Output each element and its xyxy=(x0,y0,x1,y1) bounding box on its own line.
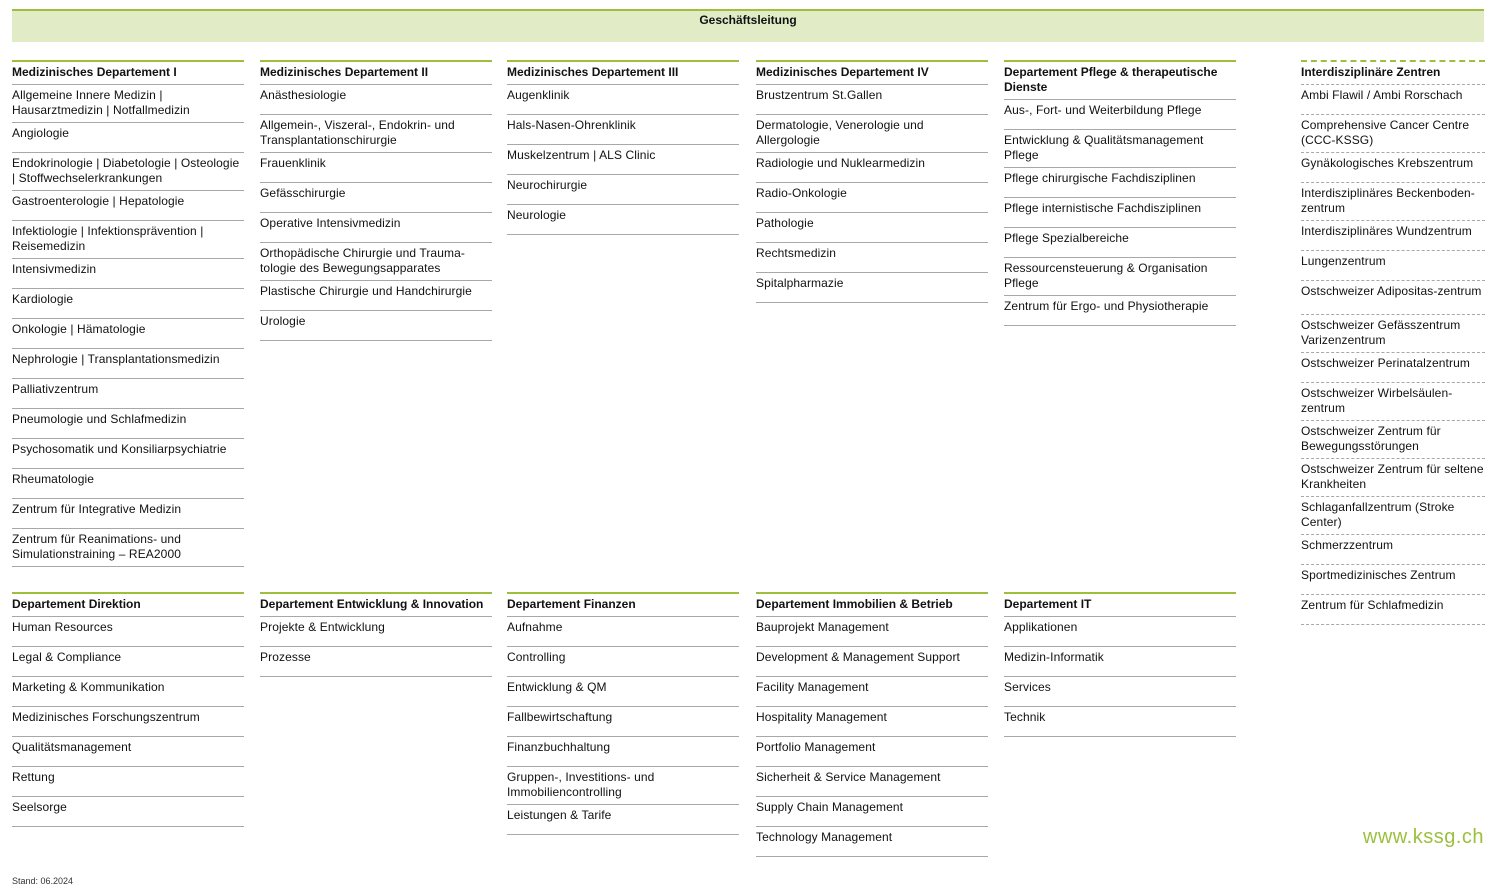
dept-entwicklung xyxy=(260,592,492,677)
list-item: Gynäkologisches Krebszentrum xyxy=(1301,153,1485,183)
list-item: Angiologie xyxy=(12,123,244,153)
dept-title: Medizinisches Departement IV xyxy=(756,62,988,85)
dept-medizin-2 xyxy=(260,60,492,341)
dept-title: Medizinisches Departement II xyxy=(260,62,492,85)
list-item: Medizinisches Forschungszentrum xyxy=(12,707,244,737)
list-item: Onkologie | Hämatologie xyxy=(12,319,244,349)
list-item: Pathologie xyxy=(756,213,988,243)
list-item: Zentrum für Integrative Medizin xyxy=(12,499,244,529)
list-item: Human Resources xyxy=(12,617,244,647)
list-item: Zentrum für Schlafmedizin xyxy=(1301,595,1485,625)
list-item: Allgemein-, Viszeral-, Endokrin- und Transplantationschirurgie xyxy=(260,115,492,153)
list-item: Zentrum für Reanimations- und Simulationstraining – REA2000 xyxy=(12,529,244,567)
list-item: Hals-Nasen-Ohrenklinik xyxy=(507,115,739,145)
management-title: Geschäftsleitung xyxy=(699,13,797,27)
list-item: Aus-, Fort- und Weiterbildung Pflege xyxy=(1004,100,1236,130)
list-item: Ressourcensteuerung & Organisation Pflege xyxy=(1004,258,1236,296)
list-item: Lungenzentrum xyxy=(1301,251,1485,281)
list-item: Prozesse xyxy=(260,647,492,677)
list-item: Ostschweizer Wirbelsäulen-zentrum xyxy=(1301,383,1485,421)
list-item: Supply Chain Management xyxy=(756,797,988,827)
list-item: Hospitality Management xyxy=(756,707,988,737)
dept-title: Medizinisches Departement III xyxy=(507,62,739,85)
list-item: Applikationen xyxy=(1004,617,1236,647)
list-item: Marketing & Kommunikation xyxy=(12,677,244,707)
dept-list xyxy=(756,617,988,857)
list-item: Intensivmedizin xyxy=(12,259,244,289)
list-item: Augenklinik xyxy=(507,85,739,115)
dept-list xyxy=(756,85,988,303)
list-item: Seelsorge xyxy=(12,797,244,827)
dept-medizin-4 xyxy=(756,60,988,303)
list-item: Medizin-Informatik xyxy=(1004,647,1236,677)
dept-it xyxy=(1004,592,1236,737)
list-item: Palliativzentrum xyxy=(12,379,244,409)
list-item: Orthopädische Chirurgie und Trauma-tologie des Bewegungsapparates xyxy=(260,243,492,281)
list-item: Ostschweizer Zentrum für seltene Krankheiten xyxy=(1301,459,1485,497)
list-item: Rechtsmedizin xyxy=(756,243,988,273)
dept-finanzen xyxy=(507,592,739,835)
dept-title: Departement Direktion xyxy=(12,594,244,617)
list-item: Sicherheit & Service Management xyxy=(756,767,988,797)
list-item: Neurochirurgie xyxy=(507,175,739,205)
list-item: Plastische Chirurgie und Handchirurgie xyxy=(260,281,492,311)
list-item: Frauenklinik xyxy=(260,153,492,183)
dept-list xyxy=(1301,85,1485,625)
list-item: Anästhesiologie xyxy=(260,85,492,115)
dept-title: Departement Pflege & therapeutische Dienste xyxy=(1004,62,1236,100)
list-item: Gastroenterologie | Hepatologie xyxy=(12,191,244,221)
list-item: Radio-Onkologie xyxy=(756,183,988,213)
list-item: Services xyxy=(1004,677,1236,707)
dept-title: Medizinisches Departement I xyxy=(12,62,244,85)
list-item: Controlling xyxy=(507,647,739,677)
dept-list xyxy=(260,85,492,341)
dept-title: Departement Entwicklung & Innovation xyxy=(260,594,492,617)
list-item: Ostschweizer Zentrum für Bewegungsstörungen xyxy=(1301,421,1485,459)
list-item: Dermatologie, Venerologie und Allergologie xyxy=(756,115,988,153)
list-item: Brustzentrum St.Gallen xyxy=(756,85,988,115)
list-item: Sportmedizinisches Zentrum xyxy=(1301,565,1485,595)
dept-medizin-3 xyxy=(507,60,739,235)
list-item: Pflege internistische Fachdisziplinen xyxy=(1004,198,1236,228)
list-item: Ostschweizer Adipositas-zentrum xyxy=(1301,281,1485,315)
list-item: Portfolio Management xyxy=(756,737,988,767)
list-item: Zentrum für Ergo- und Physiotherapie xyxy=(1004,296,1236,326)
dept-list xyxy=(12,617,244,827)
list-item: Pflege Spezialbereiche xyxy=(1004,228,1236,258)
list-item: Nephrologie | Transplantationsmedizin xyxy=(12,349,244,379)
list-item: Facility Management xyxy=(756,677,988,707)
dept-title: Departement Immobilien & Betrieb xyxy=(756,594,988,617)
list-item: Gruppen-, Investitions- und Immobiliencontrolling xyxy=(507,767,739,805)
list-item: Radiologie und Nuklearmedizin xyxy=(756,153,988,183)
list-item: Technology Management xyxy=(756,827,988,857)
website-url[interactable]: www.kssg.ch xyxy=(1362,826,1484,848)
dept-list xyxy=(1004,100,1236,326)
list-item: Qualitätsmanagement xyxy=(12,737,244,767)
dept-list xyxy=(507,85,739,235)
list-item: Interdisziplinäres Wundzentrum xyxy=(1301,221,1485,251)
list-item: Ambi Flawil / Ambi Rorschach xyxy=(1301,85,1485,115)
dept-immobilien xyxy=(756,592,988,857)
list-item: Aufnahme xyxy=(507,617,739,647)
list-item: Spitalpharmazie xyxy=(756,273,988,303)
dept-list xyxy=(260,617,492,677)
list-item: Ostschweizer Gefässzentrum Varizenzentrum xyxy=(1301,315,1485,353)
management-banner xyxy=(12,9,1484,42)
dept-direktion xyxy=(12,592,244,827)
list-item: Comprehensive Cancer Centre (CCC-KSSG) xyxy=(1301,115,1485,153)
list-item: Urologie xyxy=(260,311,492,341)
interdisciplinary-centers xyxy=(1301,60,1485,625)
stand-date: Stand: 06.2024 xyxy=(12,876,74,886)
dept-title: Interdisziplinäre Zentren xyxy=(1301,62,1485,85)
list-item: Entwicklung & QM xyxy=(507,677,739,707)
dept-list xyxy=(1004,617,1236,737)
list-item: Ostschweizer Perinatalzentrum xyxy=(1301,353,1485,383)
list-item: Fallbewirtschaftung xyxy=(507,707,739,737)
list-item: Bauprojekt Management xyxy=(756,617,988,647)
list-item: Muskelzentrum | ALS Clinic xyxy=(507,145,739,175)
list-item: Pneumologie und Schlafmedizin xyxy=(12,409,244,439)
list-item: Psychosomatik und Konsiliarpsychiatrie xyxy=(12,439,244,469)
list-item: Allgemeine Innere Medizin | Hausarztmedizin | Notfallmedizin xyxy=(12,85,244,123)
dept-medizin-1 xyxy=(12,60,244,567)
dept-pflege xyxy=(1004,60,1236,326)
dept-title: Departement Finanzen xyxy=(507,594,739,617)
list-item: Neurologie xyxy=(507,205,739,235)
list-item: Schmerzzentrum xyxy=(1301,535,1485,565)
list-item: Legal & Compliance xyxy=(12,647,244,677)
list-item: Finanzbuchhaltung xyxy=(507,737,739,767)
list-item: Entwicklung & Qualitätsmanagement Pflege xyxy=(1004,130,1236,168)
list-item: Development & Management Support xyxy=(756,647,988,677)
list-item: Technik xyxy=(1004,707,1236,737)
dept-title: Departement IT xyxy=(1004,594,1236,617)
list-item: Pflege chirurgische Fachdisziplinen xyxy=(1004,168,1236,198)
dept-list xyxy=(12,85,244,567)
list-item: Projekte & Entwicklung xyxy=(260,617,492,647)
list-item: Leistungen & Tarife xyxy=(507,805,739,835)
list-item: Schlaganfallzentrum (Stroke Center) xyxy=(1301,497,1485,535)
list-item: Interdisziplinäres Beckenboden-zentrum xyxy=(1301,183,1485,221)
list-item: Rheumatologie xyxy=(12,469,244,499)
list-item: Kardiologie xyxy=(12,289,244,319)
list-item: Infektiologie | Infektionsprävention | Reisemedizin xyxy=(12,221,244,259)
dept-list xyxy=(507,617,739,835)
list-item: Gefässchirurgie xyxy=(260,183,492,213)
list-item: Rettung xyxy=(12,767,244,797)
list-item: Operative Intensivmedizin xyxy=(260,213,492,243)
list-item: Endokrinologie | Diabetologie | Osteologie | Stoffwechselerkrankungen xyxy=(12,153,244,191)
